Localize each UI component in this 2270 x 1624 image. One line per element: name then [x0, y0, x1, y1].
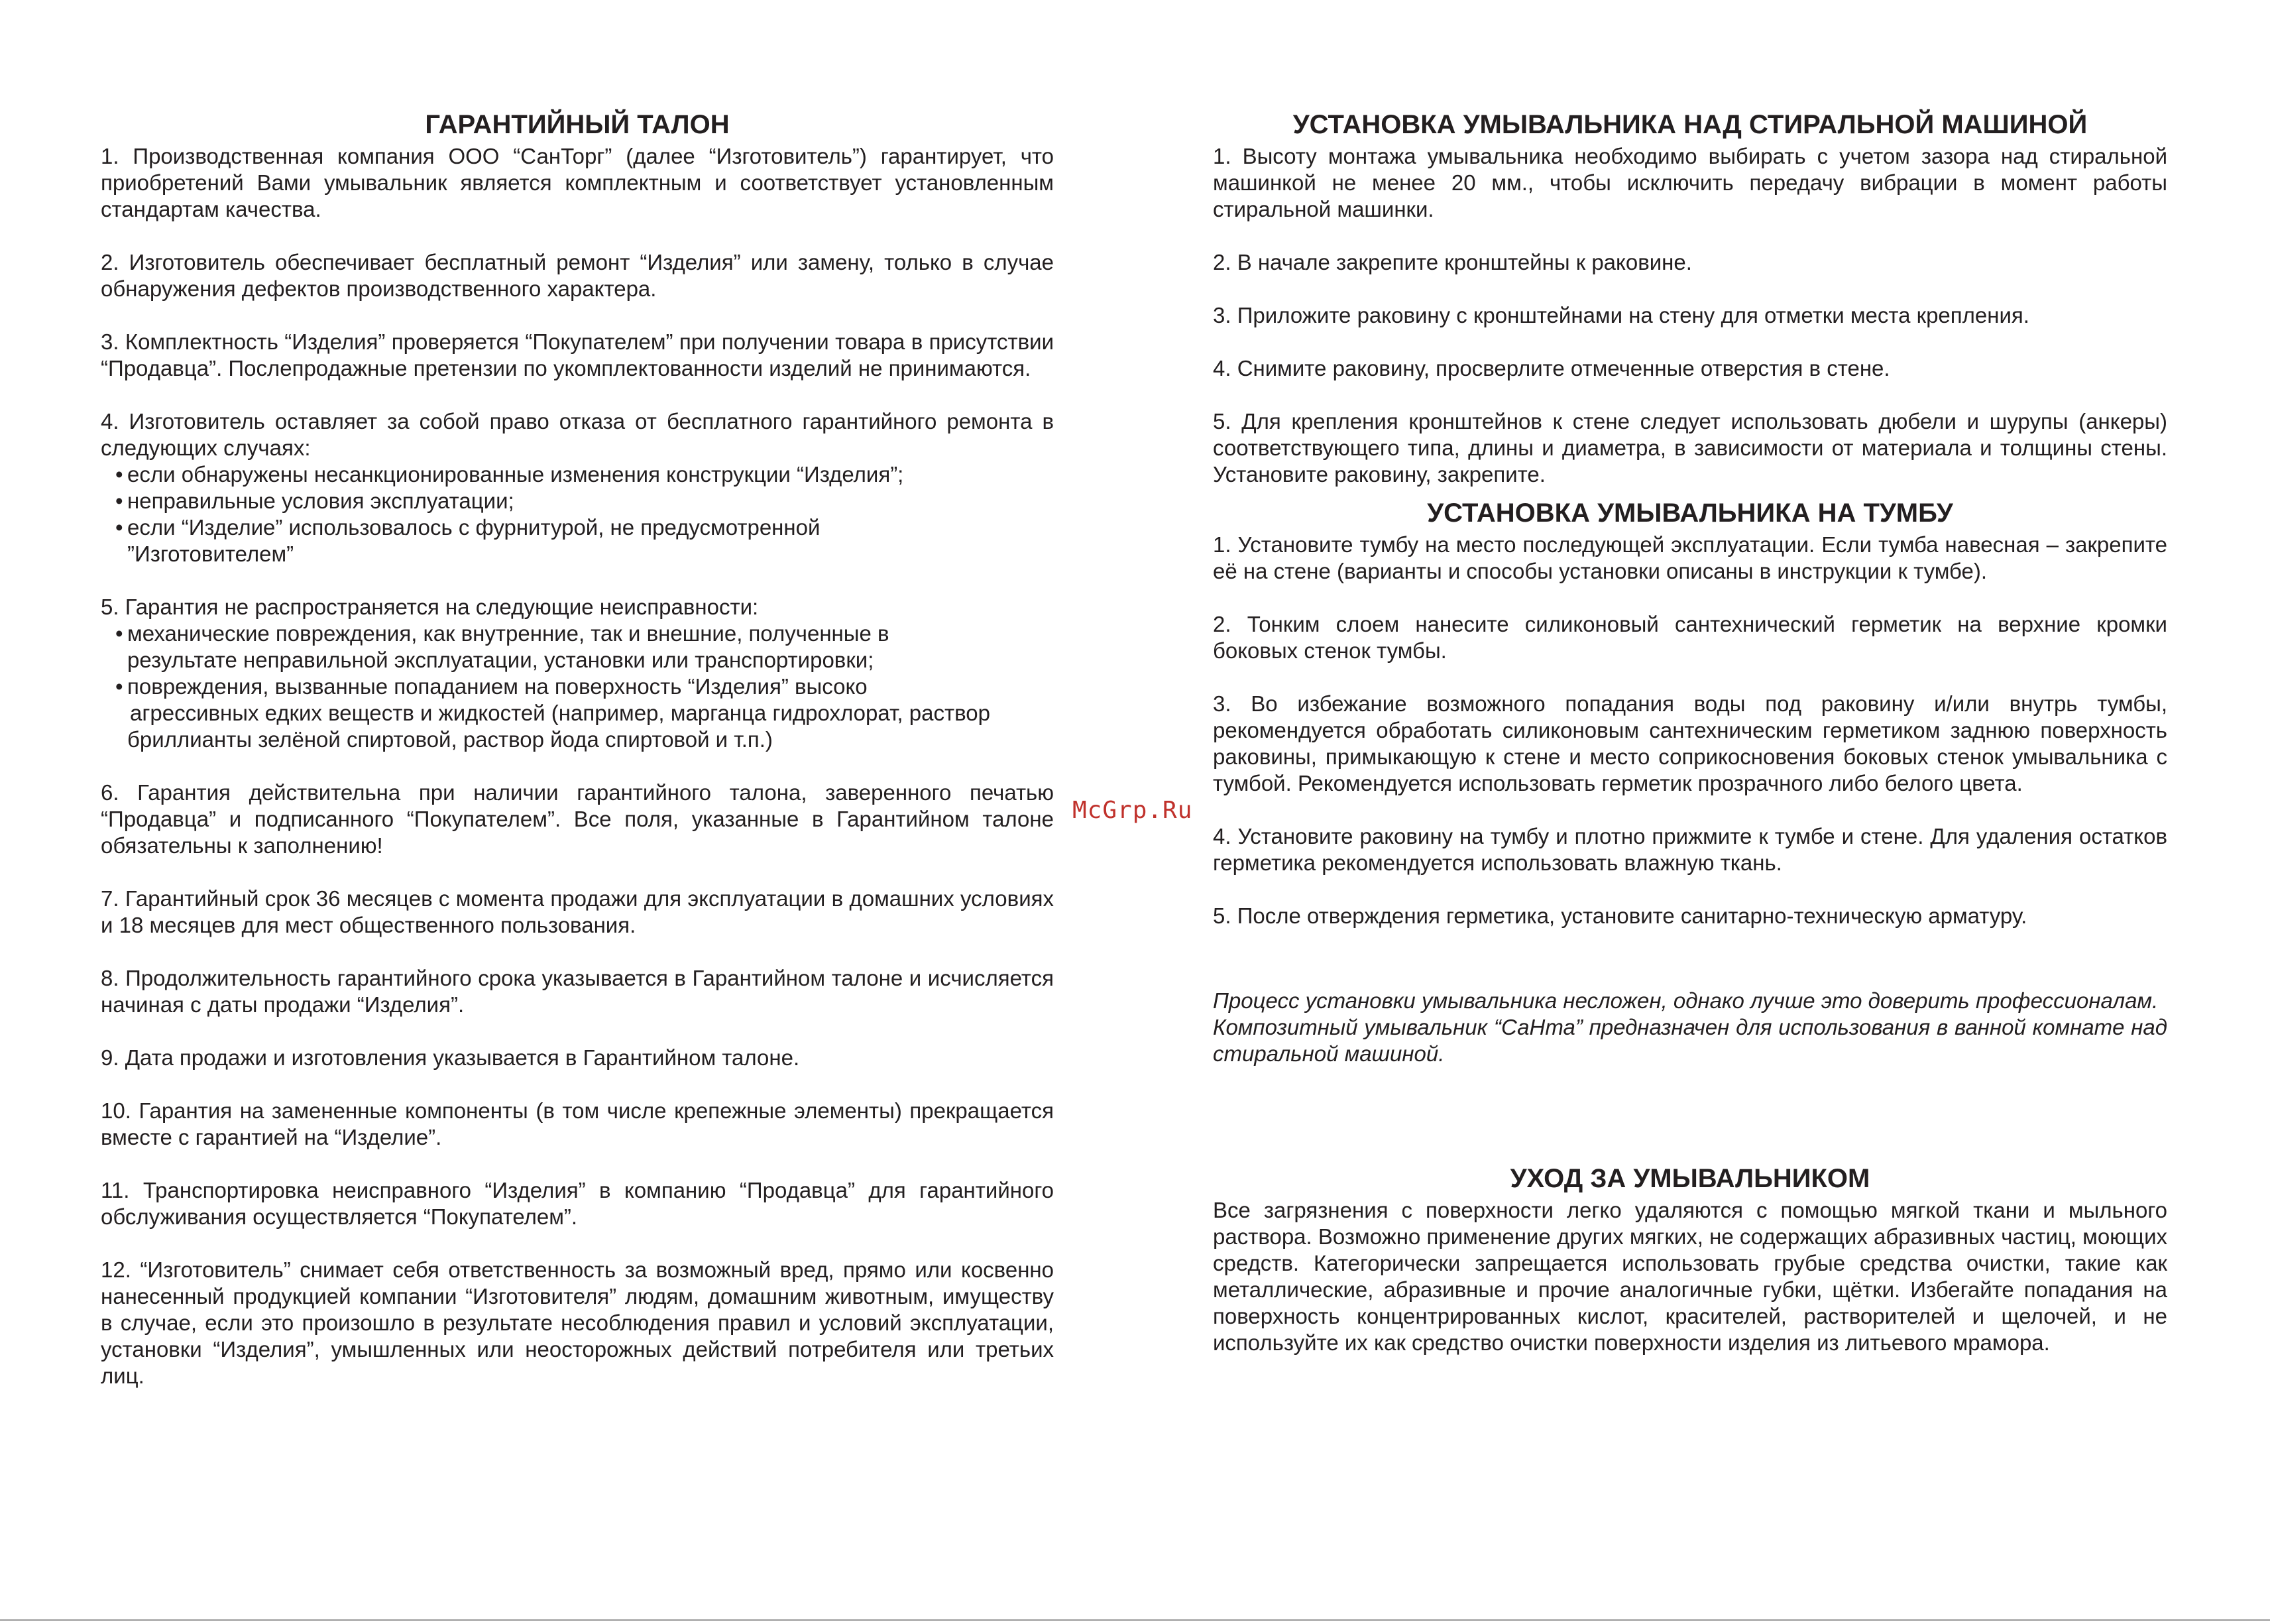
list-item-continuation: ”Изготовителем”	[127, 542, 294, 566]
list-item-continuation: бриллианты зелёной спиртовой, раствор йода спиртовой и т.п.)	[127, 727, 773, 752]
installation-column	[1213, 106, 2167, 1356]
cabinet-step-4: 4. Установите раковину на тумбу и плотно прижмите к тумбе и стене. Для удаления остатков герметика рекомендуется использовать влажную ткань.	[1213, 824, 2167, 875]
warranty-clause-6: 6. Гарантия действительна при наличии гарантийного талона, заверенного печатью “Продавца” и подписанного “Покупателем”. Все поля, указанные в Гарантийном талоне обязательны к заполнению!	[101, 780, 1054, 858]
warranty-clause-4: 4. Изготовитель оставляет за собой право отказа от бесплатного гарантийного ремонта в следующих случаях:	[101, 409, 1054, 460]
cabinet-step-3: 3. Во избежание возможного попадания воды под раковину и/или внутрь тумбы, рекомендуется обработать силиконовым сантехническим герметиком заднюю поверхность раковины, примыкающую к стене и место соприкосновения боковых стенок умывальника с тумбой. Рекомендуется использовать герметик прозрачного либо белого цвета.	[1213, 691, 2167, 795]
warranty-clause-5-list	[101, 620, 1054, 753]
warranty-clause-5: 5. Гарантия не распространяется на следующие неисправности:	[101, 595, 759, 619]
warranty-clause-12: 12. “Изготовитель” снимает себя ответственность за возможный вред, прямо или косвенно нанесенный продукцией компании “Изготовителя” людям, домашним животным, имуществу в случае, если это произошло в результате несоблюдения правил и условий эксплуатации, установки “Изделия”, умышленных или неосторожных действий потребителя или третьих лиц.	[101, 1257, 1054, 1388]
list-item: • если “Изделие” использовалось с фурнитурой, не предусмотренной	[115, 514, 1054, 541]
list-item: • повреждения, вызванные попаданием на поверхность “Изделия” высоко	[115, 673, 1054, 700]
list-item-continuation: результате неправильной эксплуатации, установки или транспортировки;	[127, 648, 874, 672]
warranty-clause-8: 8. Продолжительность гарантийного срока указывается в Гарантийном талоне и исчисляется начиная с даты продажи “Изделия”.	[101, 966, 1054, 1017]
washing-machine-step-3: 3. Приложите раковину с кронштейнами на стену для отметки места крепления.	[1213, 303, 2029, 327]
warranty-clause-4-list	[101, 461, 1054, 567]
list-item: • механические повреждения, как внутренние, так и внешние, полученные в	[115, 620, 1054, 647]
page-bottom-border	[0, 1619, 2270, 1621]
cabinet-step-2: 2. Тонким слоем нанесите силиконовый сантехнический герметик на верхние кромки боковых стенок тумбы.	[1213, 612, 2167, 663]
cabinet-step-5: 5. После отверждения герметика, установите санитарно-техническую арматуру.	[1213, 903, 2027, 928]
list-item: • если обнаружены несанкционированные изменения конструкции “Изделия”;	[115, 461, 1054, 488]
washing-machine-step-2: 2. В начале закрепите кронштейны к раковине.	[1213, 250, 1692, 274]
cabinet-install-title: УСТАНОВКА УМЫВАЛЬНИКА НА ТУМБУ	[1427, 498, 1953, 528]
site-watermark: McGrp.Ru	[1072, 797, 1193, 824]
warranty-clause-7: 7. Гарантийный срок 36 месяцев с момента продажи для эксплуатации в домашних условиях и 18 месяцев для мест общественного пользования.	[101, 886, 1054, 937]
warranty-title: ГАРАНТИЙНЫЙ ТАЛОН	[425, 110, 730, 139]
care-title: УХОД ЗА УМЫВАЛЬНИКОМ	[1510, 1164, 1870, 1193]
installation-note-1: Процесс установки умывальника несложен, однако лучше это доверить профессионалам.	[1213, 988, 2159, 1013]
list-item: • неправильные условия эксплуатации;	[115, 488, 1054, 514]
warranty-clause-11: 11. Транспортировка неисправного “Изделия” в компанию “Продавца” для гарантийного обслуживания осуществляется “Покупателем”.	[101, 1178, 1054, 1229]
warranty-clause-9: 9. Дата продажи и изготовления указывается в Гарантийном талоне.	[101, 1045, 800, 1070]
warranty-clause-1: 1. Производственная компания ООО “СанТорг” (далее “Изготовитель”) гарантирует, что приобретений Вами умывальник является комплектным и соответствует установленным стандартам качества.	[101, 144, 1054, 221]
cabinet-step-1: 1. Установите тумбу на место последующей эксплуатации. Если тумба навесная – закрепите её на стене (варианты и способы установки описаны в инструкции к тумбе).	[1213, 532, 2167, 583]
care-text: Все загрязнения с поверхности легко удаляются с помощью мягкой ткани и мыльного раствора. Возможно применение других мягких, не содержащих абразивных частиц, моющих средств. Категорически запрещается использовать грубые средства очистки, такие как металлические, абразивные и прочие аналогичные губки, щётки. Избегайте попадания на поверхность концентрированных кислот, красителей, растворителей и щелочей, и не используйте их как средство очистки поверхности изделия из литьевого мрамора.	[1213, 1198, 2168, 1355]
washing-machine-step-5: 5. Для крепления кронштейнов к стене следует использовать дюбели и шурупы (анкеры) соответствующего типа, длины и диаметра, в зависимости от материала и толщины стены. Установите раковину, закрепите.	[1213, 409, 2167, 487]
installation-note-2: Композитный умывальник “СаНта” предназначен для использования в ванной комнате над стиральной машиной.	[1213, 1015, 2167, 1066]
warranty-clause-10: 10. Гарантия на замененные компоненты (в том числе крепежные элементы) прекращается вместе с гарантией на “Изделие”.	[101, 1098, 1054, 1149]
washing-machine-step-4: 4. Снимите раковину, просверлите отмеченные отверстия в стене.	[1213, 356, 1890, 380]
warranty-column	[101, 106, 1054, 1389]
washing-machine-step-1: 1. Высоту монтажа умывальника необходимо выбирать с учетом зазора над стиральной машинкой не менее 20 мм., чтобы исключить передачу вибрации в момент работы стиральной машинки.	[1213, 144, 2167, 221]
warranty-clause-3: 3. Комплектность “Изделия” проверяется “Покупателем” при получении товара в присутствии “Продавца”. Послепродажные претензии по укомплектованности изделий не принимаются.	[101, 329, 1054, 380]
warranty-clause-2: 2. Изготовитель обеспечивает бесплатный ремонт “Изделия” или замену, только в случае обнаружения дефектов производственного характера.	[101, 250, 1054, 301]
washing-machine-install-title: УСТАНОВКА УМЫВАЛЬНИКА НАД СТИРАЛЬНОЙ МАШИНОЙ	[1292, 110, 2088, 139]
list-item-continuation: агрессивных едких веществ и жидкостей (например, марганца гидрохлорат, раствор	[130, 701, 990, 725]
